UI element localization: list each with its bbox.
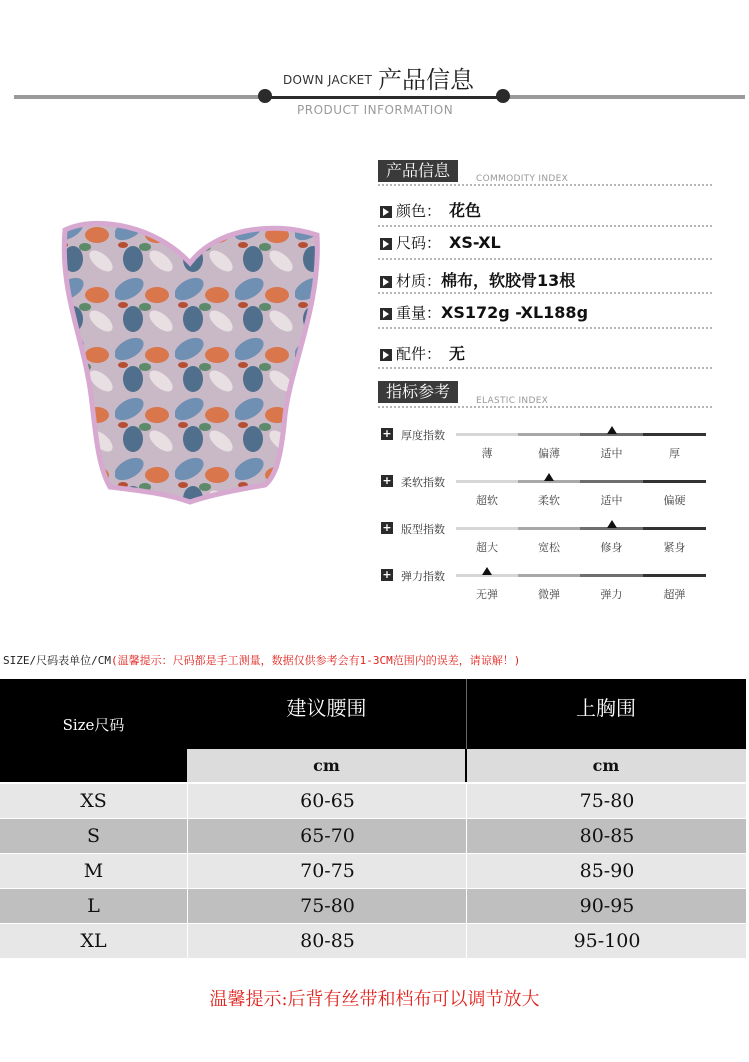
- footer-tip: 温馨提示:后背有丝带和档布可以调节放大: [209, 989, 540, 1010]
- commodity-heading-sub: COMMODITY INDEX: [476, 174, 569, 184]
- divider: [378, 184, 712, 186]
- bust-cell: 85-90: [466, 854, 747, 888]
- arrow-bullet-icon: [380, 308, 392, 320]
- bust-cell: 75-80: [466, 784, 747, 818]
- bust-cell: 95-100: [466, 924, 747, 958]
- index-option-label: 厚: [669, 447, 680, 460]
- index-bar-segment: [456, 480, 518, 483]
- index-bar-segment: [643, 574, 706, 577]
- index-option-label: 薄: [481, 447, 493, 460]
- header-subtitle: PRODUCT INFORMATION: [297, 103, 454, 117]
- divider: [378, 292, 712, 294]
- col-header-waist: 建议腰围: [286, 695, 367, 720]
- arrow-bullet-icon: [380, 276, 392, 288]
- col-header-bust: 上胸围: [576, 695, 636, 720]
- index-bar-segment: [518, 574, 580, 577]
- index-option-label: 弹力: [600, 588, 623, 601]
- plus-icon: +: [382, 427, 392, 440]
- index-option-label: 微弹: [538, 588, 560, 601]
- index-marker-icon: [482, 567, 492, 575]
- header-dot-left: [258, 89, 272, 103]
- info-row-color: 颜色： 花色: [380, 198, 481, 221]
- arrow-bullet-icon: [380, 349, 392, 361]
- index-bar-segment: [643, 480, 706, 483]
- plus-icon: +: [382, 474, 392, 487]
- waist-cell: 75-80: [187, 889, 467, 923]
- waist-cell: 60-65: [187, 784, 467, 818]
- header-left-text: DOWN JACKET: [283, 73, 373, 87]
- index-name: 厚度指数: [401, 429, 445, 442]
- info-row-size: 尺码： XS-XL: [380, 232, 501, 253]
- index-option-label: 修身: [600, 541, 623, 554]
- header-line-left: [14, 95, 266, 99]
- index-marker-icon: [607, 520, 617, 528]
- header-title: 产品信息: [378, 66, 474, 94]
- table-row: [0, 924, 746, 958]
- table-row: [0, 854, 746, 888]
- index-name: 版型指数: [401, 523, 445, 536]
- index-bar-segment: [518, 527, 580, 530]
- size-cell: M: [83, 860, 104, 882]
- index-option-label: 适中: [600, 494, 623, 507]
- index-bar-segment: [580, 574, 643, 577]
- table-row: [0, 784, 746, 818]
- index-name: 柔软指数: [401, 476, 445, 489]
- divider: [378, 406, 712, 408]
- index-option-label: 超软: [476, 494, 498, 507]
- plus-icon: +: [382, 568, 392, 581]
- divider: [378, 225, 712, 227]
- commodity-heading: 产品信息: [378, 160, 458, 182]
- index-name: 弹力指数: [401, 570, 445, 583]
- header-line-right: [505, 95, 745, 99]
- index-bar-segment: [456, 433, 518, 436]
- divider: [378, 258, 712, 260]
- index-option-label: 偏硬: [663, 494, 686, 507]
- elastic-heading: 指标参考: [378, 381, 458, 403]
- index-option-label: 超大: [476, 541, 498, 554]
- index-marker-icon: [607, 426, 617, 434]
- size-cell: S: [86, 825, 101, 847]
- index-bar-segment: [518, 433, 580, 436]
- waist-cell: 65-70: [187, 819, 467, 853]
- plus-icon: +: [382, 521, 392, 534]
- size-cell: XS: [80, 790, 107, 812]
- index-option-label: 无弹: [476, 588, 498, 601]
- info-row-accessories: 配件： 无: [380, 341, 465, 364]
- index-bar-segment: [456, 527, 518, 530]
- size-table-header: [0, 679, 746, 749]
- unit-bust: cm: [592, 756, 620, 775]
- elastic-heading-sub: ELASTIC INDEX: [476, 396, 549, 406]
- index-option-label: 宽松: [538, 541, 560, 554]
- index-option-label: 紧身: [663, 541, 686, 554]
- bust-cell: 80-85: [466, 819, 747, 853]
- bust-cell: 90-95: [466, 889, 747, 923]
- table-row: [0, 819, 746, 853]
- index-option-label: 柔软: [538, 494, 560, 507]
- unit-waist: cm: [313, 756, 340, 775]
- arrow-bullet-icon: [380, 238, 392, 250]
- size-table-note: SIZE/尺码表单位/CM(温馨提示：尺码都是手工测量，数据仅供参考会有1-3CM范围内的误差，请谅解！): [3, 654, 521, 667]
- col-header-size: Size尺码: [62, 715, 125, 734]
- index-marker-icon: [544, 473, 554, 481]
- size-cell: L: [87, 895, 100, 917]
- size-table-unit-row: [0, 749, 746, 782]
- index-bar-segment: [580, 480, 643, 483]
- arrow-bullet-icon: [380, 206, 392, 218]
- size-cell: XL: [80, 930, 107, 952]
- index-bar-segment: [643, 433, 706, 436]
- index-option-label: 偏薄: [538, 447, 560, 460]
- info-row-weight: 重量：XS172g -XL188g: [380, 302, 588, 323]
- table-row: [0, 889, 746, 923]
- header-line-center: [266, 96, 505, 99]
- waist-cell: 80-85: [187, 924, 467, 958]
- index-bar-segment: [643, 527, 706, 530]
- index-option-label: 适中: [600, 447, 623, 460]
- header-dot-right: [496, 89, 510, 103]
- product-image-corset: [55, 215, 325, 505]
- divider: [378, 367, 712, 369]
- info-row-material: 材质：棉布，软胶骨13根: [380, 268, 575, 291]
- waist-cell: 70-75: [187, 854, 467, 888]
- index-option-label: 超弹: [663, 588, 686, 601]
- divider: [378, 327, 712, 329]
